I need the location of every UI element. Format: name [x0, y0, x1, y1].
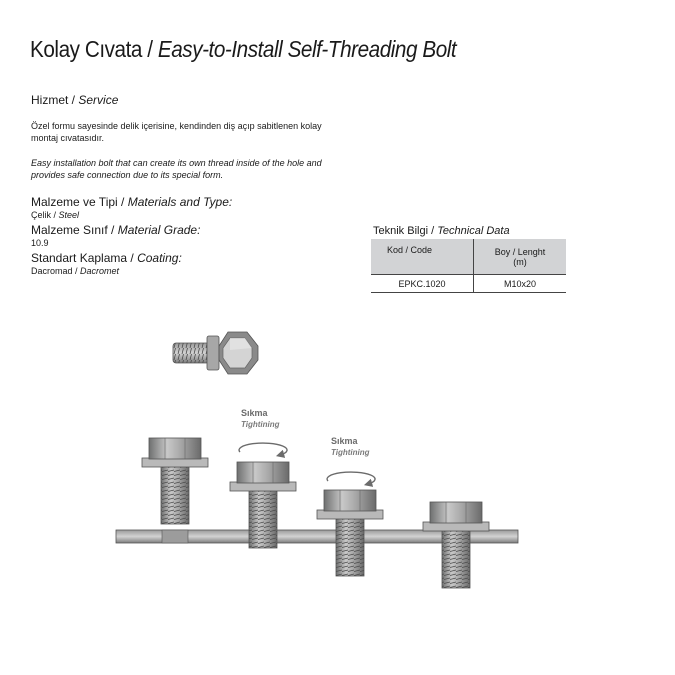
title-tr: Kolay Cıvata /: [30, 36, 153, 62]
column-length-unit: (m): [513, 256, 527, 267]
grade-value: 10.9: [31, 238, 49, 248]
materials-value-tr: Çelik /: [31, 210, 57, 220]
rotation-arrow-icon: [239, 443, 287, 455]
step2-label-en: Tightining: [331, 448, 370, 457]
service-text-en: Easy installation bolt that can create its own thread inside of the hole and provides safe connection due to its special form.: [31, 158, 322, 180]
grade-heading-tr: Malzeme Sınıf /: [31, 223, 115, 237]
grade-heading-en: Material Grade:: [117, 223, 201, 237]
coating-heading-tr: Standart Kaplama /: [31, 251, 134, 265]
cell-length: M10x20: [474, 275, 566, 293]
coating-heading-en: Coating:: [137, 251, 182, 265]
coating-value-en: Dacromet: [80, 266, 120, 276]
step1-label-en: Tightining: [241, 420, 280, 429]
step1-label-tr: Sıkma: [241, 408, 268, 418]
step2-label-tr: Sıkma: [331, 436, 358, 446]
service-text-tr: Özel formu sayesinde delik içerisine, kendinden diş açıp sabitlenen kolay montaj cıvatasıdır.: [31, 121, 322, 143]
technical-heading-tr: Teknik Bilgi /: [373, 225, 435, 237]
materials-heading-tr: Malzeme ve Tipi /: [31, 195, 125, 209]
materials-heading-en: Materials and Type:: [127, 195, 233, 209]
column-code: Kod / Code: [371, 239, 474, 275]
bolt-icon: [173, 332, 258, 374]
cell-code: EPKC.1020: [398, 278, 446, 289]
service-heading-en: Service: [78, 93, 119, 107]
coating-value-tr: Dacromad /: [31, 266, 78, 276]
bolt-icon: [423, 502, 489, 588]
service-heading-tr: Hizmet /: [31, 93, 76, 107]
materials-value-en: Steel: [58, 210, 80, 220]
bolt-icon: [142, 438, 208, 524]
column-length-label: Boy / Lenght: [494, 246, 546, 257]
title-en: Easy-to-Install Self-Threading Bolt: [157, 36, 457, 62]
rotation-arrow-icon: [327, 472, 375, 484]
technical-heading-en: Technical Data: [437, 225, 510, 237]
